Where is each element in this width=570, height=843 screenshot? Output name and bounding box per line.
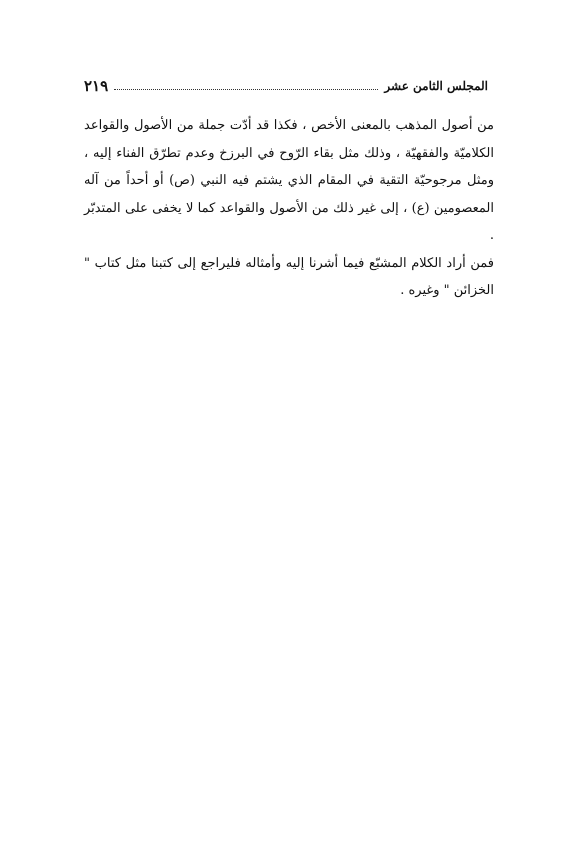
- paragraph-1: من أصول المذهب بالمعنى الأخص ، فكذا قد أدّت جملة من الأصول والقواعد الكلاميّة والفقهيّة ، وذلك مثل بقاء الرّوح في البرزخ وعدم تطرّق الفناء إليه ، ومثل مرجوحيّة التقية في المقام الذي يشتم فيه النبي (ص) أو أحداً من آله المعصومين (ع) ، إلى غير ذلك من الأصول والقواعد كما لا يخفى على المتدبّر .: [84, 118, 494, 243]
- running-header: [84, 73, 488, 95]
- page-number: ٢١٩: [84, 77, 109, 95]
- body-text: [84, 112, 494, 305]
- header-dot-leader: [114, 88, 378, 90]
- paragraph-2: فمن أراد الكلام المشبّع فيما أشرنا إليه وأمثاله فليراجع إلى كتبنا مثل كتاب " الخزائن " وغيره .: [84, 255, 494, 298]
- running-title: المجلس الثامن عشر: [384, 79, 488, 93]
